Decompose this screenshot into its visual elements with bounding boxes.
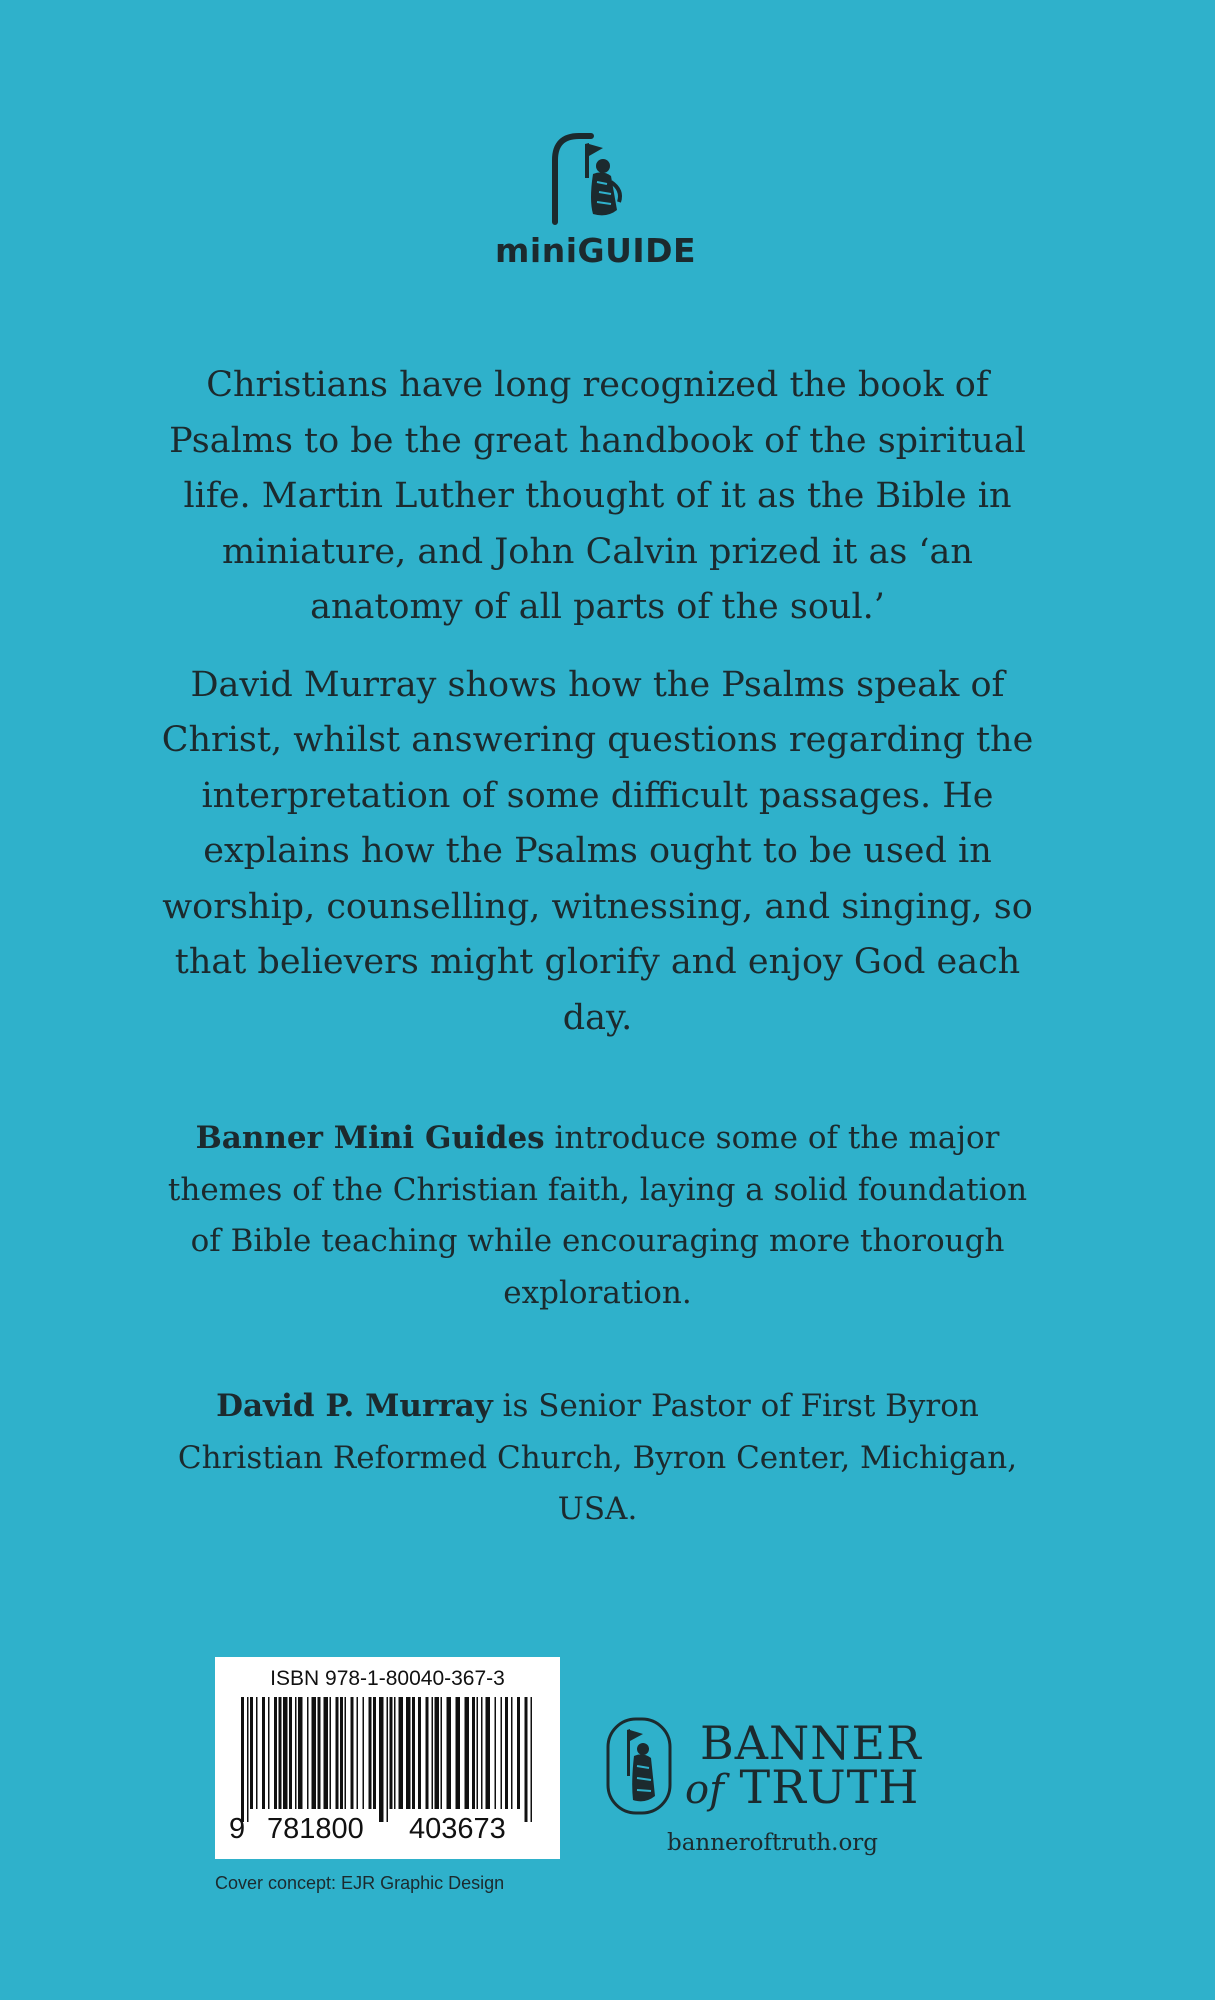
barcode-bar [399,1697,404,1809]
barcode-bar [262,1697,265,1809]
barcode-bar [390,1697,393,1809]
miniguide-wordmark: miniGUIDE [495,231,697,270]
barcode-bar [318,1697,321,1809]
book-description [160,358,1035,1068]
barcode-bar [435,1697,440,1809]
miniguide-logo [495,130,697,270]
barcode-bar [511,1697,513,1809]
publisher-name-line-1: BANNER [700,1716,922,1770]
barcode-bar [505,1697,508,1809]
author-name: David P. Murray [216,1388,493,1424]
barcode-bar [447,1697,452,1809]
barcode-bar [312,1697,317,1809]
banner-of-truth-emblem-icon [605,1716,673,1816]
barcode-bar [250,1697,253,1809]
barcode-bar [357,1697,359,1809]
minguide-emblem-icon [545,130,635,225]
barcode-bar [373,1697,376,1809]
barcode-bar [289,1697,292,1809]
barcode-bar [477,1697,479,1809]
barcode-bar [456,1697,461,1809]
publisher-url: banneroftruth.org [667,1830,879,1856]
barcode-bar [345,1697,347,1809]
barcode-bar [369,1697,372,1809]
series-paragraph [160,1113,1035,1319]
barcode-bar [486,1697,491,1809]
isbn-barcode [215,1657,560,1859]
barcode-bar [241,1697,244,1822]
barcode-first-digit: 9 [229,1813,246,1845]
barcode-bar [418,1697,421,1809]
barcode-bar [279,1697,282,1809]
barcode-bars [233,1697,543,1822]
barcode-bar [379,1697,384,1822]
barcode-bar [517,1697,520,1809]
author-bio [160,1381,1035,1536]
barcode-bar [351,1697,354,1809]
barcode-bar [412,1697,415,1809]
barcode-bar [406,1697,411,1809]
barcode-bar [387,1697,389,1822]
barcode-bar [501,1697,503,1809]
isbn-label: ISBN 978-1-80040-367-3 [270,1667,505,1690]
publisher-truth: TRUTH [739,1760,920,1814]
author-text: is Senior Pastor of First Byron Christian Reformed Church, Byron Center, Michigan, USA. [177,1388,1018,1527]
barcode-bar [340,1697,343,1809]
barcode-bar [256,1697,258,1809]
barcode-bar [426,1697,429,1809]
barcode-bar [298,1697,303,1809]
barcode-bar [495,1697,497,1809]
publisher-name-line-2 [685,1760,919,1814]
series-text: introduce some of the major themes of the Christian faith, laying a solid foundation of Bible teaching while encouraging more thorough exploration. [167,1120,1028,1311]
description-paragraph-1: Christians have long recognized the book of Psalms to be the great handbook of the spiritual life. Martin Luther thought of it as the Bible in miniature, and John Calvin prized it as ‘an anatomy of all parts of the soul.’ [169,365,1026,627]
barcode-bar [268,1697,270,1809]
author-paragraph [160,1381,1035,1536]
barcode-bar [481,1697,483,1809]
barcode-bar [283,1697,288,1809]
barcode-bar [394,1697,396,1809]
barcode-bar [525,1697,528,1822]
barcode-bar [336,1697,339,1809]
barcode-bar [324,1697,329,1809]
barcode-group-2: 403673 [409,1813,506,1845]
series-name: Banner Mini Guides [195,1120,545,1156]
cover-credit: Cover concept: EJR Graphic Design [215,1873,505,1893]
barcode-bar [274,1697,277,1809]
barcode-bar [472,1697,475,1809]
barcode-bar [441,1697,443,1809]
description-paragraph-2: David Murray shows how the Psalms speak of Christ, whilst answering questions regarding the interpretation of some difficult passages. He explains how the Psalms ought to be used in worship, counselling, witnessing, and singing, so that believers might glorify and enjoy God each day. [161,664,1034,1038]
publisher-logo [605,1716,935,1856]
series-description [160,1113,1035,1319]
barcode-bar [330,1697,332,1809]
barcode-bar [531,1697,533,1822]
barcode-bar [295,1697,297,1809]
barcode-bar [247,1697,249,1822]
barcode-group-1: 781800 [267,1813,364,1845]
barcode-bar [307,1697,309,1809]
barcode-bar [465,1697,470,1809]
barcode-bar [432,1697,434,1809]
publisher-of: of [685,1767,724,1813]
barcode-bar [363,1697,365,1809]
